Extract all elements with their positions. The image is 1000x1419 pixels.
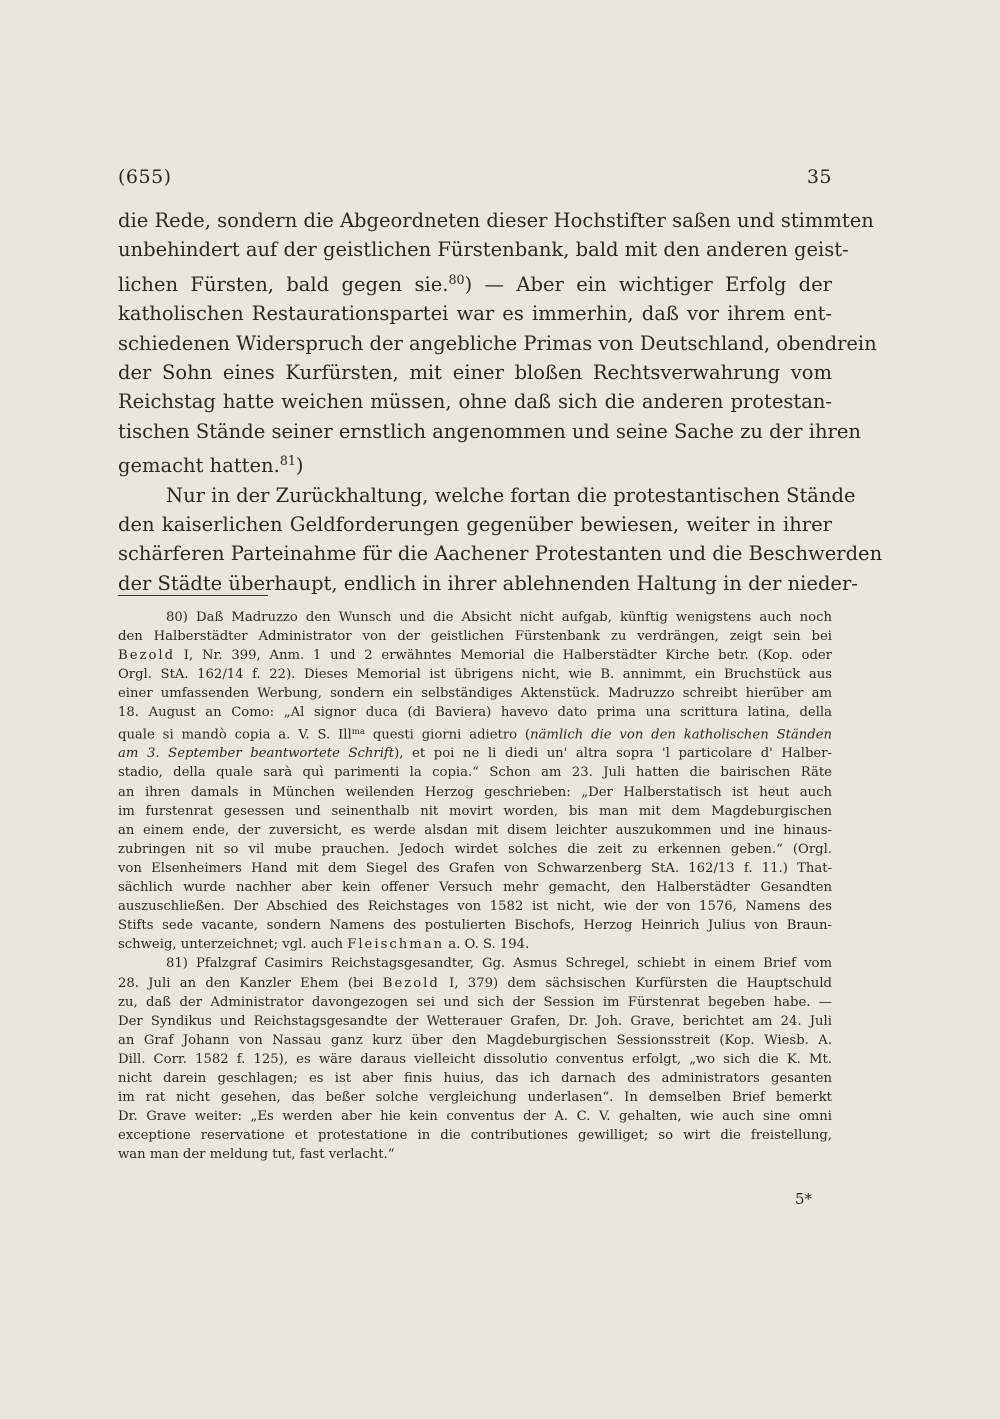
page-number: 35 (806, 166, 832, 188)
text-line: der Sohn eines Kurfürsten, mit einer bloßen Rechtsverwahrung vom (118, 361, 832, 384)
page-reference: (655) (118, 166, 172, 188)
footnote-line: nicht darein geschlagen; es ist aber finis huius, das ich darnach des administrators gesanten (118, 1070, 832, 1086)
footnote-line: Orgl. StA. 162/14 f. 22). Dieses Memorial ist übrigens nicht, wie B. annimmt, ein Bruchstück aus (118, 667, 832, 683)
footnote-ref: 81 (279, 453, 296, 469)
text-line: die Rede, sondern die Abgeordneten dieser Hochstifter saßen und stimmten (118, 209, 874, 232)
footnote-line: am 3. September beantwortete Schrift), et poi ne li diedi un' altra sopra 'l particolare d' Halber- (118, 746, 832, 762)
footnote-line: an Graf Johann von Nassau ganz kurz über den Magdeburgischen Sessionsstreit (Kop. Wiesb. A. (118, 1032, 832, 1048)
footnote-separator (118, 595, 268, 596)
text-line: lichen Fürsten, bald gegen sie.$^{80}$) — Aber ein wichtiger Erfolg der (118, 271, 833, 296)
footnote-line: wan man der meldung tut, fast verlacht.“ (118, 1147, 395, 1163)
footnote-line: zubringen nit so vil mube prauchen. Jedoch wirdet solches die zeit zu erkennen geben.“ (Orgl. (118, 841, 832, 857)
text-line: gemacht hatten.$^{81}$) (118, 453, 304, 478)
footnote-line: auszuschließen. Der Abschied des Reichstages von 1582 ist nicht, wie der von 1576, Namens des (118, 899, 832, 915)
footnote-line: quale si mandò copia a. V. S. Ill$^{ma}$ questi giorni adietro (nämlich die von den katholischen Ständen (118, 726, 833, 743)
footnote-line: an ihren damals in München weilenden Herzog geschrieben: „Der Halberstatisch ist heut auch (118, 784, 832, 800)
footnote-line: exceptione reservatione et protestatione in die contributiones gewilliget; so wirt die freistellung, (118, 1128, 832, 1144)
text-line: den kaiserlichen Geldforderungen gegenüber bewiesen, weiter in ihrer (118, 513, 832, 536)
footnote-line: Dr. Grave weiter: „Es werden aber hie kein conventus der A. C. V. gehalten, wie auch sine omni (118, 1109, 832, 1125)
footnotes (118, 608, 832, 1164)
text-line: Nur in der Zurückhaltung, welche fortan die protestantischen Stände (166, 483, 856, 507)
footnote-line: sächlich wurde nachher aber kein offener Versuch mehr gemacht, den Halberstädter Gesandten (118, 880, 832, 896)
main-text (118, 206, 883, 598)
footnote-line: 18. August an Como: „Al signor duca (di Baviera) havevo dato prima una scrittura latina, della (118, 705, 832, 721)
footnote-line: an einem ende, der zuversicht, es werde alsdan mit disem leichter auszukommen und ine hinaus- (118, 822, 832, 838)
running-header (118, 166, 832, 188)
footnote-line: Stifts sede vacante, sondern Namens des postulierten Bischofs, Herzog Heinrich Julius von Braun- (118, 918, 832, 934)
text-line: der Städte überhaupt, endlich in ihrer ablehnenden Haltung in der nieder- (118, 571, 858, 595)
text-line: schärferen Parteinahme für die Aachener Protestanten und die Beschwerden (118, 542, 883, 566)
text-line: tischen Stände seiner ernstlich angenommen und seine Sache zu der ihren (118, 419, 861, 443)
text-line: schiedenen Widerspruch der angebliche Primas von Deutschland, obendrein (118, 331, 877, 355)
text-line: Reichstag hatte weichen müssen, ohne daß sich die anderen protestan- (118, 390, 832, 414)
text-line: katholischen Restaurationspartei war es immerhin, daß vor ihrem ent- (118, 302, 832, 326)
footnote-line: Der Syndikus und Reichstagsgesandte der Wetterauer Grafen, Dr. Joh. Grave, berichtet am 24. Juli (118, 1013, 832, 1029)
footnote-line: schweig, unterzeichnet; vgl. auch Fleischman a. O. S. 194. (118, 937, 530, 953)
footnote-line: einer umfassenden Werbung, sondern ein selbständiges Aktenstück. Madruzzo schreibt hierüber am (118, 686, 832, 702)
footnote-line: von Elsenheimers Hand mit dem Siegel des Grafen von Schwarzenberg StA. 162/13 f. 11.) That- (118, 860, 832, 876)
footnote-line: den Halberstädter Administrator von der geistlichen Fürstenbank zu verdrängen, zeigt sein bei (118, 629, 832, 645)
footnote-line: im furstenrat gesessen und seinenthalb nit movirt worden, bis man mit dem Magdeburgischen (118, 803, 832, 819)
text-line: unbehindert auf der geistlichen Fürstenbank, bald mit den anderen geist- (118, 238, 849, 262)
footnote-line: im rat nicht gesehen, das beßer solche vergleichung underlasen“. In demselben Brief bemerkt (118, 1090, 832, 1106)
footnote-line: stadio, della quale sarà quì parimenti la copia.“ Schon am 23. Juli hatten die bairischen Räte (118, 765, 832, 781)
footnote-ref: 80 (448, 271, 465, 287)
footnote-line: 28. Juli an den Kanzler Ehem (bei Bezold I, 379) dem sächsischen Kurfürsten die Hauptschuld (118, 975, 832, 991)
footnote-line: Dill. Corr. 1582 f. 125), es wäre daraus vielleicht dissolutio conventus erfolgt, „wo sich die K. Mt. (118, 1051, 832, 1067)
signature-mark: 5* (795, 1190, 813, 1208)
footnote-line: Bezold I, Nr. 399, Anm. 1 und 2 erwähntes Memorial die Halberstädter Kirche betr. (Kop. oder (118, 648, 832, 664)
footnote-line: zu, daß der Administrator davongezogen sei und sich der Session im Fürstenrat begeben habe. — (118, 994, 832, 1010)
footnote-line: 81) Pfalzgraf Casimirs Reichstagsgesandter, Gg. Asmus Schregel, schiebt in einem Brief vom (166, 956, 832, 972)
footnote-line: 80) Daß Madruzzo den Wunsch und die Absicht nicht aufgab, künftig wenigstens auch noch (166, 610, 832, 625)
